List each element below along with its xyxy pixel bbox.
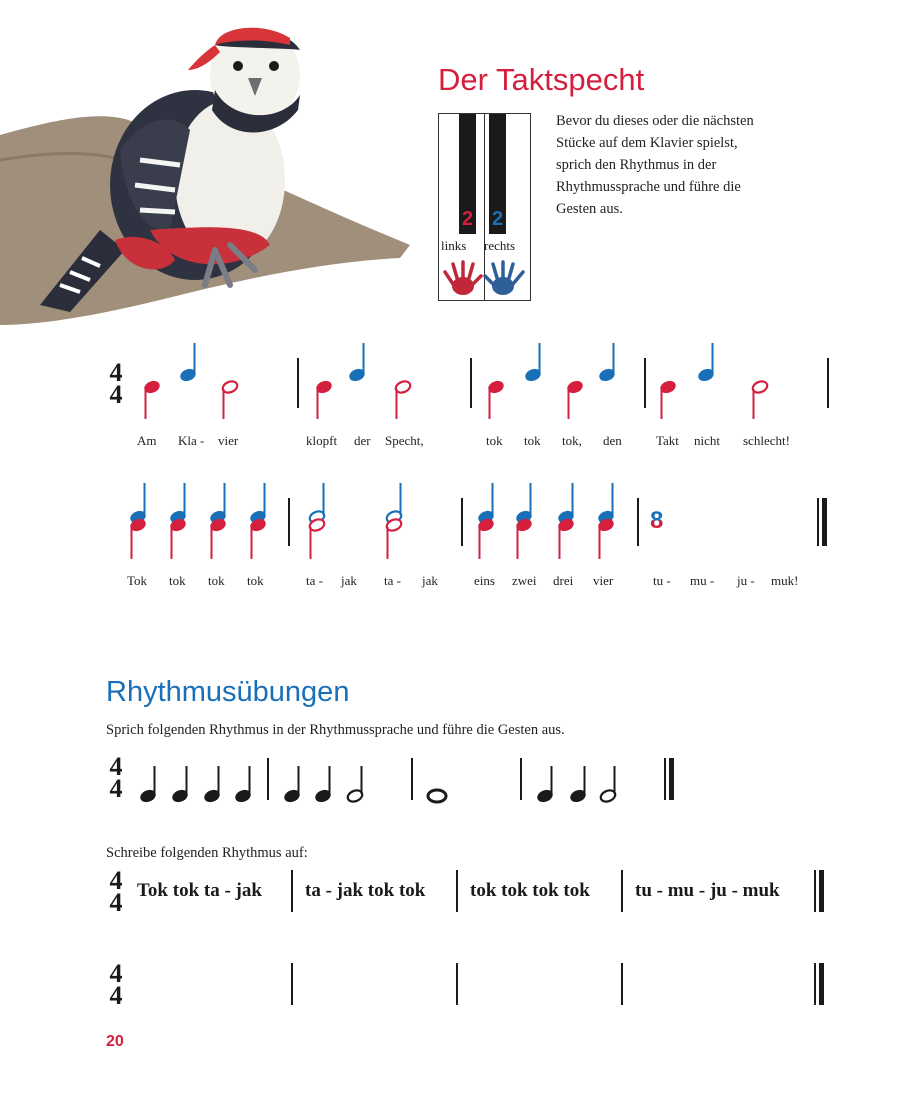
left-hand-label: links — [441, 238, 467, 253]
instruction: Schreibe folgenden Rhythmus auf: — [106, 845, 308, 861]
time-signature-bottom: 4 — [109, 774, 123, 803]
time-signature-top: 4 — [109, 358, 123, 387]
rhythm-measure: Tok tok ta - jak — [137, 880, 262, 901]
time-signature-bottom: 4 — [109, 888, 123, 917]
intro-line: Bevor du dieses oder die nächsten — [556, 113, 754, 129]
whole-note-fingering-number: 8 — [650, 507, 664, 534]
lyric: tok — [486, 433, 503, 448]
lyric: eins — [474, 573, 495, 588]
right-hand-label: rechts — [484, 238, 516, 253]
intro-line: Rhythmussprache und führe die — [556, 179, 741, 195]
right-finger-number: 2 — [491, 208, 504, 230]
section-title: Rhythmusübungen — [106, 676, 350, 708]
page-title: Der Taktspecht — [438, 62, 645, 97]
lyric: Takt — [656, 433, 679, 448]
lyric: drei — [553, 573, 574, 588]
whole-note — [428, 790, 446, 802]
lyric: vier — [593, 573, 614, 588]
time-signature — [105, 866, 127, 917]
lyric: ta - — [306, 573, 323, 588]
lyric: schlecht! — [743, 433, 790, 448]
lyric: mu - — [690, 573, 715, 588]
intro-line: Stücke auf dem Klavier spielst, — [556, 135, 738, 151]
lyric: Specht, — [385, 433, 424, 448]
time-signature-bottom: 4 — [109, 981, 123, 1010]
lyric: den — [603, 433, 622, 448]
intro-line: sprich den Rhythmus in der — [556, 157, 717, 173]
lyric: nicht — [694, 433, 720, 448]
lyric: tok — [247, 573, 264, 588]
lyric: Tok — [127, 573, 148, 588]
lyric: ju - — [737, 573, 755, 588]
rhythm-measure: tok tok tok tok — [470, 880, 590, 901]
time-signature-bottom: 4 — [109, 380, 123, 409]
lyric: vier — [218, 433, 239, 448]
lyric: zwei — [512, 573, 537, 588]
lyric: ta - — [384, 573, 401, 588]
time-signature-top: 4 — [109, 959, 123, 988]
lyric: Kla - — [178, 433, 205, 448]
lyric: tok — [524, 433, 541, 448]
time-signature-top: 4 — [109, 866, 123, 895]
lyric: tok, — [562, 433, 582, 448]
lyric: tok — [208, 573, 225, 588]
final-bar-thick — [819, 870, 824, 912]
time-signature — [105, 959, 127, 1010]
final-bar-thick — [819, 963, 824, 1005]
lyric: tok — [169, 573, 186, 588]
left-finger-number: 2 — [461, 208, 474, 230]
lyric: klopft — [306, 433, 338, 448]
lyric: jak — [341, 573, 357, 588]
lyric: Am — [137, 433, 157, 448]
lyric: der — [354, 433, 371, 448]
rhythm-measure: tu - mu - ju - muk — [635, 880, 780, 901]
page-number: 20 — [106, 1033, 124, 1050]
time-signature-top: 4 — [109, 752, 123, 781]
lyric: jak — [422, 573, 438, 588]
lyric: tu - — [653, 573, 671, 588]
final-bar-thick — [669, 758, 674, 800]
instruction: Sprich folgenden Rhythmus in der Rhythmussprache und führe die Gesten aus. — [106, 722, 565, 738]
intro-line: Gesten aus. — [556, 201, 623, 217]
lyric: muk! — [771, 573, 799, 588]
rhythm-measure: ta - jak tok tok — [305, 880, 426, 901]
